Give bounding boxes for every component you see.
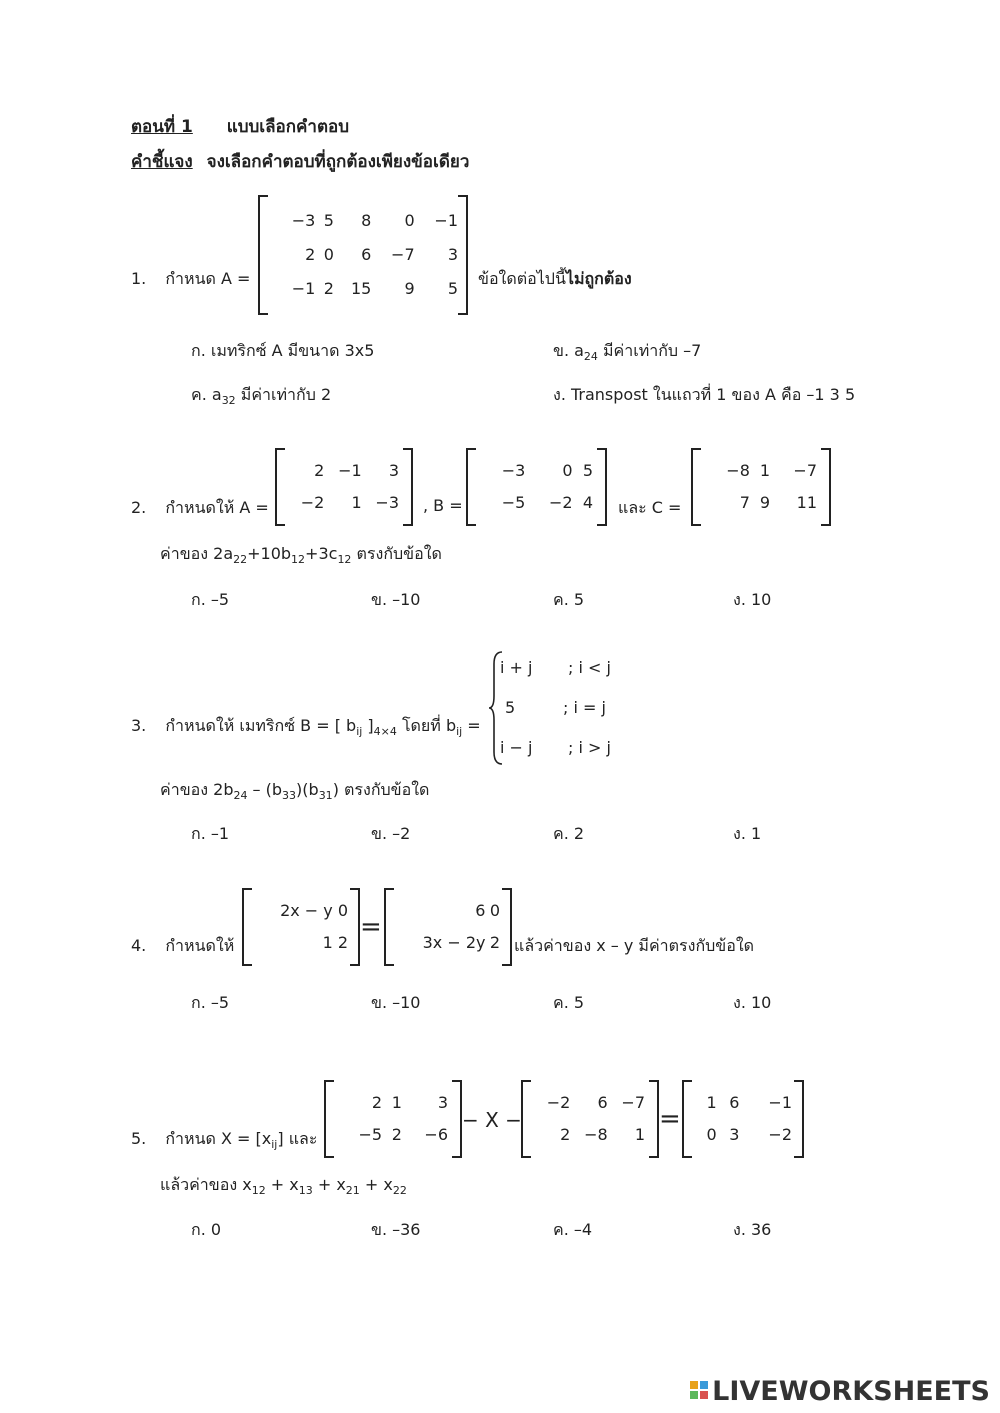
matrix-cell: 6 xyxy=(361,244,372,264)
matrix-row xyxy=(396,926,500,958)
matrix-row xyxy=(478,454,593,486)
matrix-cell: 6 xyxy=(475,900,486,920)
q1-after-bold: ไม่ถูกต้อง xyxy=(565,269,632,288)
matrix-row xyxy=(533,1118,645,1150)
q3-option-a[interactable]: ก. –1 xyxy=(191,824,230,843)
matrix-row xyxy=(254,926,348,958)
q2-ex-p4: ตรงกับข้อใด xyxy=(351,544,442,563)
q1-option-d[interactable]: ง. Transpost ในแถวที่ 1 ของ A คือ –1 3 5 xyxy=(553,385,856,404)
q2-matrix-b xyxy=(466,448,607,526)
matrix-cell: 1 xyxy=(391,1092,402,1112)
q1-lead: กำหนด A = xyxy=(165,269,251,288)
matrix-cell: −1 xyxy=(338,460,362,480)
q3-c3-cond: ; i > j xyxy=(568,738,611,757)
matrix-row xyxy=(336,1086,448,1118)
q1-option-c[interactable] xyxy=(191,383,331,408)
matrix-cell: 2 xyxy=(560,1124,571,1144)
matrix-cell: 2 xyxy=(391,1124,402,1144)
matrix-cell: −2 xyxy=(768,1124,792,1144)
matrix-cell: −3 xyxy=(501,460,526,480)
q5-number: 5. xyxy=(131,1129,147,1148)
matrix-cell: 5 xyxy=(582,460,593,480)
matrix-cell: 1 xyxy=(351,492,362,512)
logo-text: LIVEWORKSHEETS xyxy=(712,1376,990,1407)
q2-option-b[interactable]: ข. –10 xyxy=(371,590,421,609)
matrix-cell: 1 xyxy=(759,460,771,480)
matrix-cell: −3 xyxy=(375,492,399,512)
q5-ex-p3: + x xyxy=(312,1175,346,1194)
matrix-row xyxy=(287,486,399,518)
q2-lead: กำหนดให้ A = xyxy=(165,498,269,517)
q1-question xyxy=(478,267,632,292)
q2-matrix-c xyxy=(691,448,831,526)
q3-l-p1: กำหนดให้ เมทริกซ์ B = [ b xyxy=(165,716,357,735)
matrix-cell: 5 xyxy=(323,210,334,230)
q5-matrix-2 xyxy=(521,1080,659,1158)
q4-matrix-left xyxy=(242,888,360,966)
matrix-cell: 3x − 2y xyxy=(422,932,486,952)
q3-l-p2: ] xyxy=(362,716,374,735)
q2-expression xyxy=(160,542,442,567)
q2-ex-s1: 22 xyxy=(233,553,248,567)
q4-equals: = xyxy=(360,912,382,942)
q3-c2-expr: 5 xyxy=(505,698,516,717)
q3-ex-s3: 31 xyxy=(318,789,333,803)
q3-ex-p4: ) ตรงกับข้อใด xyxy=(332,780,430,799)
matrix-row xyxy=(272,237,458,271)
matrix-cell: 7 xyxy=(739,492,750,512)
matrix-cell: −7 xyxy=(621,1092,645,1112)
matrix-cell: 2 xyxy=(314,460,325,480)
matrix-cell: 15 xyxy=(350,278,372,298)
q3-c1-expr: i + j xyxy=(500,658,533,677)
q4-question: แล้วค่าของ x – y มีค่าตรงกับข้อใด xyxy=(514,936,755,955)
matrix-cell: −2 xyxy=(548,492,573,512)
q3-l-p4: = xyxy=(462,716,481,735)
section-type: แบบเลือกคำตอบ xyxy=(226,117,349,137)
q4-number: 4. xyxy=(131,936,147,955)
matrix-cell: 2x − y xyxy=(280,900,333,920)
matrix-row xyxy=(478,486,593,518)
q3-ex-p3: )(b xyxy=(296,780,319,799)
q5-stem xyxy=(131,1127,317,1152)
q4-option-d[interactable]: ง. 10 xyxy=(733,993,772,1012)
matrix-row xyxy=(533,1086,645,1118)
matrix-row xyxy=(396,894,500,926)
matrix-row xyxy=(272,271,458,305)
section-heading xyxy=(131,113,349,140)
matrix-cell: −7 xyxy=(793,460,817,480)
q1-after: ข้อใดต่อไปนี้ xyxy=(478,269,566,288)
q1-matrix-a xyxy=(258,195,468,315)
matrix-row xyxy=(694,1086,792,1118)
matrix-cell: 1 xyxy=(706,1092,717,1112)
q2-stem xyxy=(131,496,269,521)
q5-lead xyxy=(165,1129,318,1152)
matrix-cell: 0 xyxy=(404,210,415,230)
q3-c2-cond: ; i = j xyxy=(563,698,606,717)
matrix-cell: 2 xyxy=(337,932,348,952)
q3-c3-expr: i − j xyxy=(500,738,533,757)
q2-ex-p1: ค่าของ 2a xyxy=(160,544,234,563)
q3-ex-s1: 24 xyxy=(233,789,248,803)
matrix-cell: −2 xyxy=(300,492,325,512)
q3-case-1 xyxy=(500,658,611,677)
q5-ex-p4: + x xyxy=(359,1175,393,1194)
matrix-cell: −8 xyxy=(584,1124,608,1144)
q1-ob-sub: 24 xyxy=(583,350,598,364)
q5-option-b[interactable]: ข. –36 xyxy=(371,1220,421,1239)
q1-option-a[interactable]: ก. เมทริกซ์ A มีขนาด 3x5 xyxy=(191,341,375,360)
matrix-row xyxy=(694,1118,792,1150)
q3-option-b[interactable]: ข. –2 xyxy=(371,824,411,843)
q2-ex-s3: 12 xyxy=(337,553,352,567)
q5-matrix-3 xyxy=(682,1080,804,1158)
q2-ex-p2: +10b xyxy=(247,544,292,563)
q2-number: 2. xyxy=(131,498,147,517)
q4-lead: กำหนดให้ xyxy=(165,936,235,955)
q3-l-s1: ij xyxy=(356,725,363,739)
q4-option-c[interactable]: ค. 5 xyxy=(553,993,585,1012)
q1-stem xyxy=(131,267,250,292)
q3-option-c[interactable]: ค. 2 xyxy=(553,824,585,843)
matrix-cell: 2 xyxy=(489,932,500,952)
q2-sep-c: และ C = xyxy=(618,498,682,517)
q5-expression xyxy=(160,1173,407,1198)
q3-option-d[interactable]: ง. 1 xyxy=(733,824,762,843)
q3-ex-p1: ค่าของ 2b xyxy=(160,780,234,799)
matrix-cell: −2 xyxy=(546,1092,571,1112)
matrix-cell: −5 xyxy=(501,492,526,512)
matrix-cell: 0 xyxy=(706,1124,717,1144)
q3-ex-s2: 33 xyxy=(282,789,297,803)
q4-matrix-right xyxy=(384,888,512,966)
q4-stem xyxy=(131,934,234,959)
q2-ex-p3: +3c xyxy=(305,544,338,563)
matrix-cell: −7 xyxy=(391,244,415,264)
matrix-cell: 6 xyxy=(597,1092,608,1112)
matrix-cell: 9 xyxy=(404,278,415,298)
matrix-cell: 3 xyxy=(437,1092,448,1112)
matrix-cell: 2 xyxy=(323,278,334,298)
q5-ex-s4: 22 xyxy=(392,1184,407,1198)
section-part: ตอนที่ 1 xyxy=(131,117,193,137)
q5-equals: = xyxy=(659,1104,681,1134)
q3-c1-cond: ; i < j xyxy=(568,658,611,677)
q5-l-p2: ] และ xyxy=(277,1129,318,1148)
matrix-cell: −6 xyxy=(424,1124,448,1144)
matrix-cell: −8 xyxy=(726,460,750,480)
q2-matrix-a xyxy=(275,448,413,526)
q5-ex-s1: 12 xyxy=(251,1184,266,1198)
matrix-cell: 3 xyxy=(729,1124,740,1144)
matrix-cell: 0 xyxy=(489,900,500,920)
matrix-cell: −1 xyxy=(434,210,458,230)
matrix-cell: 3 xyxy=(388,460,399,480)
q5-l-p1: กำหนด X = [x xyxy=(165,1129,272,1148)
q3-l-s3: ij xyxy=(456,725,463,739)
matrix-cell: −5 xyxy=(358,1124,383,1144)
q5-l-s1: ij xyxy=(271,1138,278,1152)
matrix-cell: 5 xyxy=(447,278,458,298)
q5-option-d[interactable]: ง. 36 xyxy=(733,1220,772,1239)
q3-ex-p2: – (b xyxy=(247,780,283,799)
q3-lead xyxy=(165,716,481,739)
matrix-cell: 8 xyxy=(361,210,372,230)
matrix-cell: 6 xyxy=(729,1092,740,1112)
matrix-cell: −1 xyxy=(291,278,316,298)
q5-ex-p2: + x xyxy=(265,1175,299,1194)
matrix-cell: 11 xyxy=(796,492,817,512)
q1-ob-pre: ข. a xyxy=(553,341,584,360)
matrix-cell: 3 xyxy=(447,244,458,264)
q1-option-b[interactable] xyxy=(553,339,701,364)
q2-option-d[interactable]: ง. 10 xyxy=(733,590,772,609)
q2-option-a[interactable]: ก. –5 xyxy=(191,590,230,609)
matrix-cell: 0 xyxy=(337,900,348,920)
q5-option-c[interactable]: ค. –4 xyxy=(553,1220,593,1239)
q3-l-p3: โดยที่ b xyxy=(396,716,457,735)
q5-option-a[interactable]: ก. 0 xyxy=(191,1220,222,1239)
q5-ex-p1: แล้วค่าของ x xyxy=(160,1175,252,1194)
matrix-row xyxy=(272,203,458,237)
q4-option-b[interactable]: ข. –10 xyxy=(371,993,421,1012)
q3-number: 3. xyxy=(131,716,147,735)
q1-ob-post: มีค่าเท่ากับ –7 xyxy=(597,341,702,360)
matrix-cell: 9 xyxy=(759,492,771,512)
matrix-cell: 4 xyxy=(582,492,593,512)
matrix-cell: 2 xyxy=(371,1092,383,1112)
matrix-cell: 0 xyxy=(323,244,334,264)
q5-ex-s2: 13 xyxy=(298,1184,313,1198)
instruction-text: จงเลือกคำตอบที่ถูกต้องเพียงข้อเดียว xyxy=(206,152,470,172)
matrix-row xyxy=(336,1118,448,1150)
matrix-cell: 1 xyxy=(634,1124,645,1144)
q4-option-a[interactable]: ก. –5 xyxy=(191,993,230,1012)
matrix-cell: −1 xyxy=(768,1092,792,1112)
q2-ex-s2: 12 xyxy=(291,553,306,567)
q3-stem xyxy=(131,714,481,739)
liveworksheets-logo[interactable] xyxy=(690,1376,990,1407)
instruction-label: คำชี้แจง xyxy=(131,152,193,172)
q1-oc-sub: 32 xyxy=(221,394,236,408)
matrix-cell: 1 xyxy=(322,932,333,952)
q1-oc-pre: ค. a xyxy=(191,385,222,404)
q5-ex-s3: 21 xyxy=(345,1184,360,1198)
q3-expression xyxy=(160,778,429,803)
q1-number: 1. xyxy=(131,269,147,288)
instruction xyxy=(131,148,469,175)
q1-oc-post: มีค่าเท่ากับ 2 xyxy=(235,385,332,404)
q3-case-2 xyxy=(505,698,606,717)
matrix-cell: −3 xyxy=(291,210,316,230)
q3-l-s2: 4×4 xyxy=(373,725,397,739)
q2-option-c[interactable]: ค. 5 xyxy=(553,590,585,609)
matrix-cell: 2 xyxy=(305,244,316,264)
q3-case-3 xyxy=(500,738,611,757)
matrix-row xyxy=(703,454,817,486)
q5-minus-x: − X − xyxy=(462,1108,522,1132)
logo-grid-icon xyxy=(690,1381,710,1403)
matrix-row xyxy=(254,894,348,926)
matrix-row xyxy=(287,454,399,486)
matrix-row xyxy=(703,486,817,518)
q2-sep-b: , B = xyxy=(423,496,463,515)
q5-matrix-1 xyxy=(324,1080,462,1158)
matrix-cell: 0 xyxy=(562,460,573,480)
